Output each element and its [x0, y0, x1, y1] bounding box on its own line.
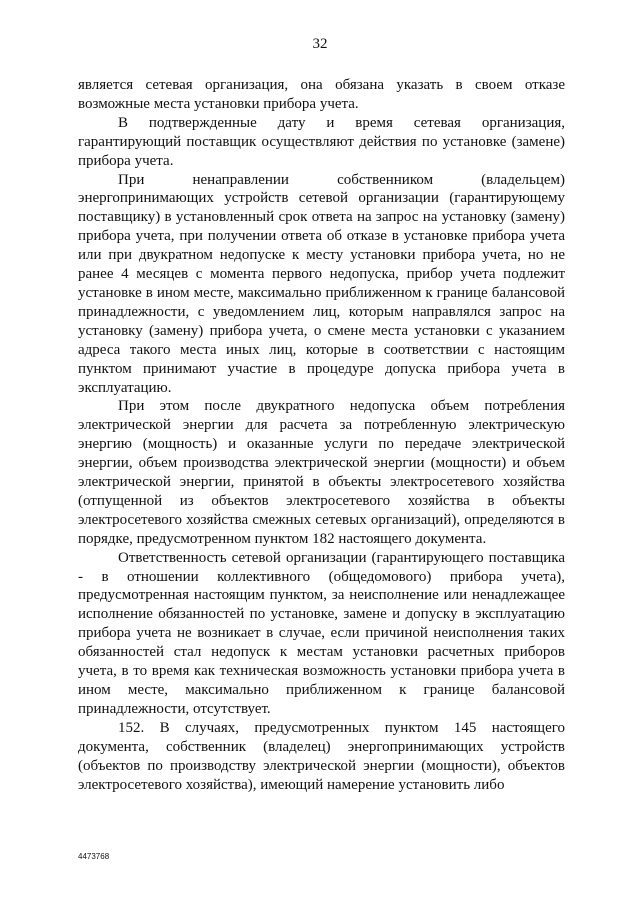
document-id: 4473768 — [78, 852, 110, 861]
paragraph-installation-date: В подтвержденные дату и время сетевая организация, гарантирующий поставщик осуществляют действия по установке (замене) прибора учета. — [78, 114, 565, 169]
paragraph-clause-152: 152. В случаях, предусмотренных пунктом 145 настоящего документа, собственник (владелец) энергопринимающих устройств (объектов по производству электрической энергии (мощности), объектов электросетевого хозяйства), имеющий намерение установить либо — [78, 719, 565, 793]
paragraph-consumption-volume: При этом после двукратного недопуска объем потребления электрической энергии для расчета за потребленную электрическую энергию (мощность) и оказанные услуги по передаче электрической энергии, объем производства электрической энергии (мощности) и объем электрической энергии, принятой в объекты электросетевого хозяйства (отпущенной из объектов электросетевого хозяйства в объекты электросетевого хозяйства смежных сетевых организаций), определяются в порядке, предусмотренном пунктом 182 настоящего документа. — [78, 398, 565, 547]
document-body — [78, 76, 565, 794]
paragraph-responsibility: Ответственность сетевой организации (гарантирующего поставщика - в отношении коллективного (общедомового) прибора учета), предусмотренная настоящим пунктом, за неисполнение или ненадлежащее исполнение обязанностей по установке, замене и допуску в эксплуатацию прибора учета не возникает в случае, если причиной неисполнения таких обязанностей стал недопуск к местам установки расчетных приборов учета, в то время как техническая возможность установки прибора учета в ином месте, максимально приближенном к границе балансовой принадлежности, отсутствует. — [78, 549, 565, 717]
page-number: 32 — [312, 36, 328, 52]
paragraph-non-response: При ненаправлении собственником (владельцем) энергопринимающих устройств сетевой организации (гарантирующему поставщику) в установленный срок ответа на запрос на установку (замену) прибора учета, при получении ответа об отказе в установке прибора учета или при двукратном недопуске к месту установки прибора учета, но не ранее 4 месяцев с момента первого недопуска, прибор учета подлежит установке в ином месте, максимально приближенном к границе балансовой принадлежности, с уведомлением лиц, которым направлялся запрос на установку (замену) прибора учета, о смене места установки с указанием адреса такого места иных лиц, которые в соответствии с настоящим пунктом принимают участие в процедуре допуска прибора учета в эксплуатацию. — [78, 171, 565, 396]
paragraph-continuation: является сетевая организация, она обязана указать в своем отказе возможные места установки прибора учета. — [78, 77, 565, 112]
